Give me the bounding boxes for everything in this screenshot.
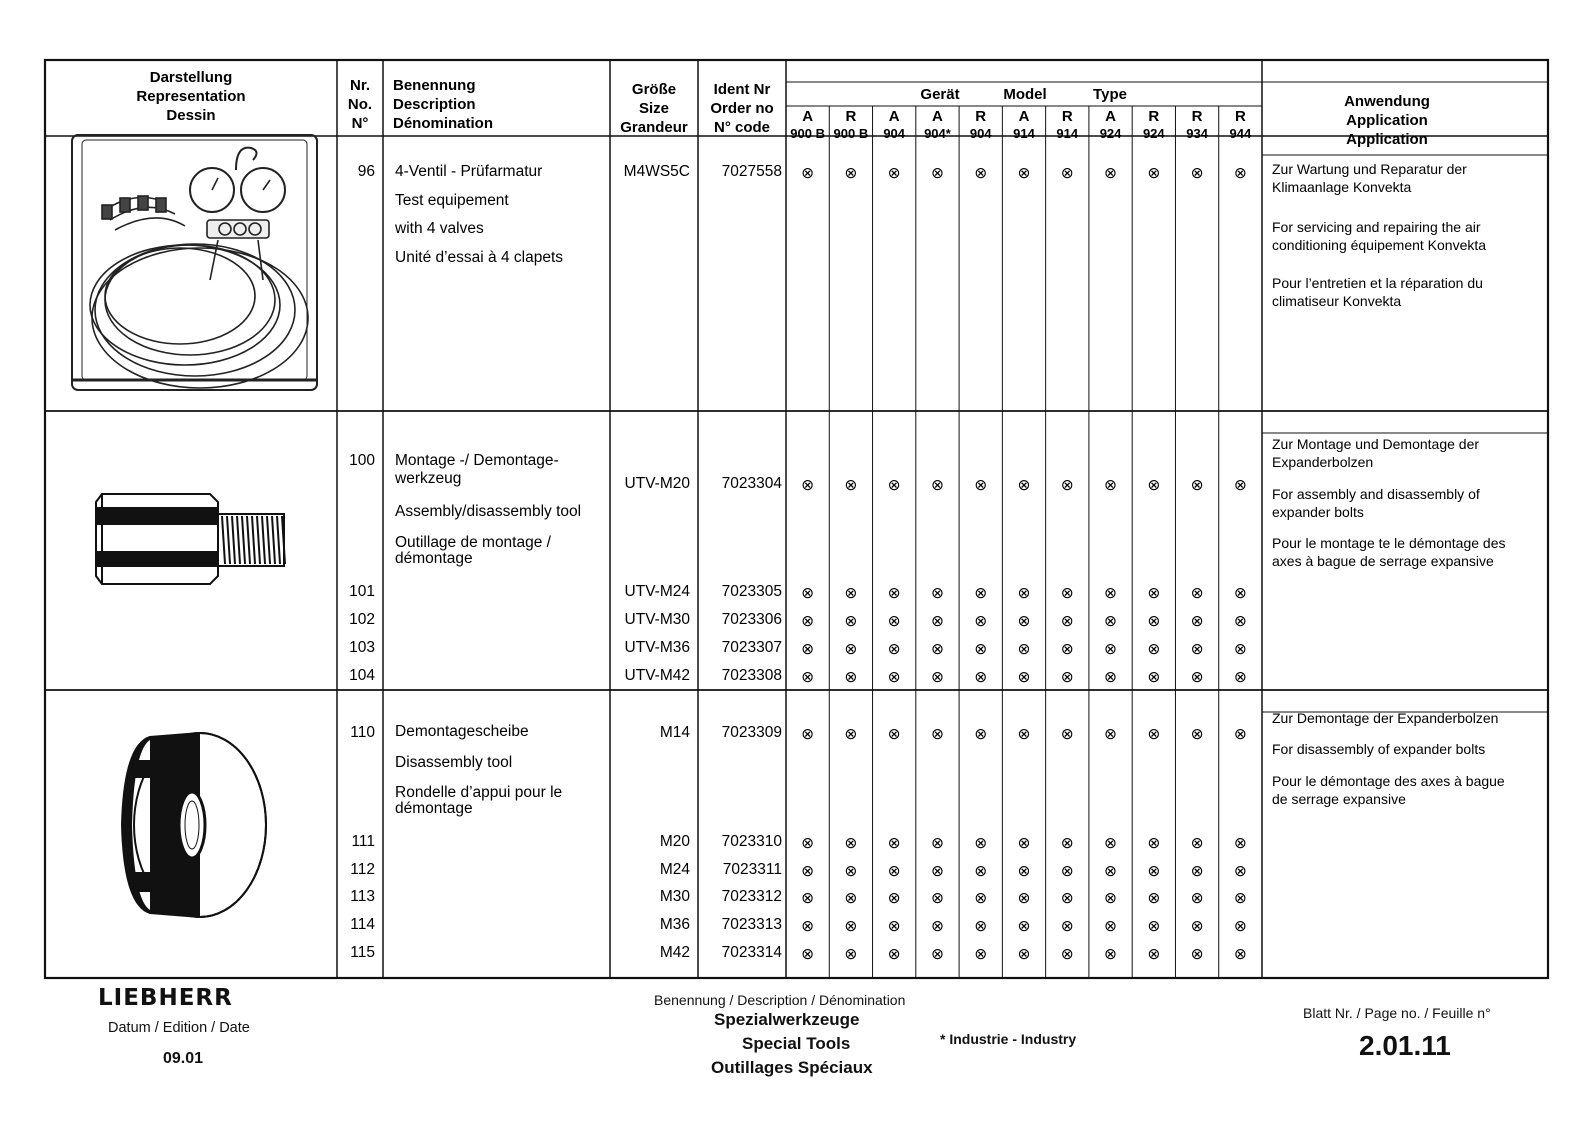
item-application: For disassembly of expander bolts [1272, 741, 1486, 757]
item-application: Pour le démontage des axes à bague [1272, 773, 1505, 789]
item-size: M24 [659, 861, 690, 878]
applicability-mark: ⊗ [930, 918, 944, 935]
applicability-mark: ⊗ [844, 613, 858, 630]
applicability-mark: ⊗ [930, 165, 944, 182]
applicability-mark: ⊗ [844, 641, 858, 658]
applicability-mark: ⊗ [930, 641, 944, 658]
item-size: M36 [659, 916, 690, 933]
header-model-letter: R [845, 108, 857, 125]
applicability-mark: ⊗ [974, 585, 988, 602]
applicability-mark: ⊗ [1104, 669, 1118, 686]
applicability-mark: ⊗ [1104, 946, 1118, 963]
item-ident: 7023308 [721, 667, 782, 684]
applicability-mark: ⊗ [1104, 918, 1118, 935]
header-description: Dénomination [393, 115, 493, 132]
item-number: 115 [350, 944, 375, 961]
applicability-mark: ⊗ [974, 165, 988, 182]
applicability-mark: ⊗ [1190, 946, 1204, 963]
applicability-mark: ⊗ [1017, 669, 1031, 686]
item-number: 113 [350, 888, 375, 905]
header-number: No. [347, 96, 373, 113]
header-device: Type [1093, 86, 1127, 103]
applicability-mark: ⊗ [1060, 863, 1074, 880]
applicability-mark: ⊗ [1017, 613, 1031, 630]
expander-bolt-tool-illustration [96, 494, 285, 584]
header-size: Größe [631, 81, 677, 98]
document-title-fr: Outillages Spéciaux [711, 1058, 873, 1077]
date-label: Datum / Edition / Date [108, 1020, 250, 1036]
applicability-mark: ⊗ [974, 669, 988, 686]
header-description: Description [393, 96, 476, 113]
applicability-mark: ⊗ [801, 165, 815, 182]
item-number: 101 [349, 583, 375, 600]
applicability-mark: ⊗ [1233, 585, 1247, 602]
item-application: Expanderbolzen [1272, 454, 1374, 470]
applicability-mark: ⊗ [1060, 165, 1074, 182]
applicability-mark: ⊗ [1233, 477, 1247, 494]
page-number: 2.01.11 [1359, 1030, 1451, 1061]
applicability-mark: ⊗ [1233, 613, 1247, 630]
item-ident: 7023310 [721, 833, 782, 850]
item-ident: 7027558 [721, 163, 782, 180]
item-size: UTV-M36 [624, 639, 690, 656]
applicability-mark: ⊗ [1190, 863, 1204, 880]
applicability-mark: ⊗ [1017, 641, 1031, 658]
applicability-mark: ⊗ [930, 613, 944, 630]
applicability-mark: ⊗ [1017, 835, 1031, 852]
applicability-mark: ⊗ [887, 669, 901, 686]
item-description: Unité d’essai à 4 clapets [395, 249, 564, 266]
applicability-mark: ⊗ [974, 918, 988, 935]
applicability-mark: ⊗ [1060, 641, 1074, 658]
applicability-mark: ⊗ [801, 641, 815, 658]
applicability-mark: ⊗ [1104, 477, 1118, 494]
applicability-mark: ⊗ [801, 946, 815, 963]
applicability-mark: ⊗ [1060, 946, 1074, 963]
applicability-mark: ⊗ [1233, 918, 1247, 935]
header-model-code: 914 [1056, 126, 1079, 141]
applicability-mark: ⊗ [887, 726, 901, 743]
applicability-mark: ⊗ [1104, 613, 1118, 630]
applicability-mark: ⊗ [1190, 835, 1204, 852]
applicability-mark: ⊗ [1017, 863, 1031, 880]
header-model-code: 944 [1229, 126, 1252, 141]
applicability-mark: ⊗ [1017, 918, 1031, 935]
header-size: Grandeur [620, 119, 688, 136]
applicability-mark: ⊗ [1190, 477, 1204, 494]
applicability-mark: ⊗ [1060, 669, 1074, 686]
item-size: M42 [659, 944, 690, 961]
header-model-code: 924 [1142, 126, 1165, 141]
applicability-mark: ⊗ [974, 641, 988, 658]
applicability-mark: ⊗ [1104, 726, 1118, 743]
header-model-letter: A [888, 108, 900, 125]
applicability-mark: ⊗ [887, 477, 901, 494]
applicability-mark: ⊗ [974, 863, 988, 880]
header-model-code: 904 [883, 126, 906, 141]
applicability-mark: ⊗ [1060, 477, 1074, 494]
item-size: M4WS5C [623, 163, 690, 180]
applicability-mark: ⊗ [801, 477, 815, 494]
applicability-mark: ⊗ [801, 863, 815, 880]
applicability-mark: ⊗ [1147, 946, 1161, 963]
disassembly-disc-illustration [122, 733, 266, 917]
header-size: Size [638, 100, 670, 117]
applicability-mark: ⊗ [844, 946, 858, 963]
item-number: 110 [350, 724, 375, 741]
applicability-mark: ⊗ [1104, 641, 1118, 658]
applicability-mark: ⊗ [974, 477, 988, 494]
header-model-letter: R [975, 108, 987, 125]
applicability-mark: ⊗ [930, 669, 944, 686]
applicability-mark: ⊗ [930, 726, 944, 743]
item-ident: 7023306 [721, 611, 782, 628]
applicability-mark: ⊗ [1060, 890, 1074, 907]
applicability-mark: ⊗ [844, 585, 858, 602]
table-body [349, 161, 1505, 963]
applicability-mark: ⊗ [1233, 835, 1247, 852]
applicability-mark: ⊗ [801, 835, 815, 852]
applicability-mark: ⊗ [974, 726, 988, 743]
item-ident: 7023314 [721, 944, 782, 961]
industry-footnote: * Industrie - Industry [940, 1031, 1077, 1047]
applicability-mark: ⊗ [1060, 918, 1074, 935]
applicability-mark: ⊗ [1233, 669, 1247, 686]
header-description: Benennung [393, 77, 476, 94]
applicability-mark: ⊗ [844, 863, 858, 880]
applicability-mark: ⊗ [930, 477, 944, 494]
item-description: Assembly/disassembly tool [395, 503, 582, 520]
item-size: M14 [659, 724, 690, 741]
header-representation: Darstellung [149, 69, 233, 86]
applicability-mark: ⊗ [1190, 585, 1204, 602]
item-application: conditioning équipement Konvekta [1272, 237, 1487, 253]
header-model-code: 900 B [833, 126, 869, 141]
applicability-mark: ⊗ [1147, 726, 1161, 743]
applicability-mark: ⊗ [930, 835, 944, 852]
item-description: Disassembly tool [395, 754, 513, 771]
applicability-mark: ⊗ [1017, 165, 1031, 182]
item-size: UTV-M30 [624, 611, 690, 628]
header-number: N° [351, 115, 369, 132]
item-application: For servicing and repairing the air [1272, 219, 1481, 235]
header-model-letter: A [1105, 108, 1116, 125]
item-number: 104 [349, 667, 375, 684]
item-description: démontage [395, 550, 473, 567]
item-description: Test equipement [395, 192, 509, 209]
header-representation: Representation [136, 88, 246, 105]
item-number: 112 [350, 861, 375, 878]
applicability-mark: ⊗ [1233, 641, 1247, 658]
item-ident: 7023311 [722, 861, 782, 878]
applicability-mark: ⊗ [974, 613, 988, 630]
item-application: Klimaanlage Konvekta [1272, 179, 1412, 195]
applicability-mark: ⊗ [801, 613, 815, 630]
item-size: UTV-M42 [624, 667, 690, 684]
applicability-mark: ⊗ [1147, 585, 1161, 602]
item-application: Zur Wartung und Reparatur der [1272, 161, 1467, 177]
item-application: axes à bague de serrage expansive [1272, 553, 1494, 569]
applicability-mark: ⊗ [844, 835, 858, 852]
applicability-mark: ⊗ [974, 946, 988, 963]
applicability-mark: ⊗ [1147, 613, 1161, 630]
applicability-mark: ⊗ [844, 165, 858, 182]
item-description: with 4 valves [395, 220, 484, 237]
applicability-mark: ⊗ [844, 477, 858, 494]
item-ident: 7023312 [721, 888, 782, 905]
header-model-code: 904* [924, 126, 951, 141]
header-model-letter: R [1234, 108, 1246, 125]
document-title-de: Spezialwerkzeuge [714, 1010, 860, 1029]
item-ident: 7023307 [721, 639, 782, 656]
applicability-mark: ⊗ [1233, 165, 1247, 182]
applicability-mark: ⊗ [1147, 477, 1161, 494]
applicability-mark: ⊗ [1104, 835, 1118, 852]
applicability-mark: ⊗ [1190, 641, 1204, 658]
item-number: 100 [349, 452, 375, 469]
applicability-mark: ⊗ [930, 585, 944, 602]
item-size: M20 [659, 833, 690, 850]
item-size: M30 [659, 888, 690, 905]
applicability-mark: ⊗ [1233, 863, 1247, 880]
item-description: démontage [395, 800, 473, 817]
header-model-code: 900 B [790, 126, 825, 141]
applicability-mark: ⊗ [887, 863, 901, 880]
item-description: Outillage de montage / [395, 534, 551, 551]
item-application: Pour l’entretien et la réparation du [1272, 275, 1483, 291]
applicability-mark: ⊗ [1017, 946, 1031, 963]
liebherr-logo: LIEBHERR [98, 985, 233, 1011]
applicability-mark: ⊗ [1190, 890, 1204, 907]
applicability-mark: ⊗ [1147, 890, 1161, 907]
applicability-mark: ⊗ [1104, 165, 1118, 182]
item-description: werkzeug [395, 470, 462, 487]
applicability-mark: ⊗ [1233, 890, 1247, 907]
item-size: UTV-M24 [624, 583, 690, 600]
applicability-mark: ⊗ [1017, 890, 1031, 907]
test-equipment-case-illustration [72, 135, 317, 390]
header-ident: Ident Nr [713, 81, 771, 98]
header-model-letter: R [1061, 108, 1073, 125]
item-application: expander bolts [1272, 504, 1364, 520]
header-model-letter: R [1191, 108, 1203, 125]
page-number-label: Blatt Nr. / Page no. / Feuille n° [1303, 1005, 1491, 1021]
header-ident: N° code [713, 119, 771, 136]
date-value: 09.01 [163, 1050, 204, 1067]
applicability-mark: ⊗ [1060, 835, 1074, 852]
applicability-mark: ⊗ [801, 890, 815, 907]
applicability-mark: ⊗ [1233, 946, 1247, 963]
applicability-mark: ⊗ [887, 835, 901, 852]
header-representation: Dessin [166, 107, 216, 124]
document-title-en: Special Tools [742, 1034, 851, 1053]
applicability-mark: ⊗ [1104, 863, 1118, 880]
applicability-mark: ⊗ [844, 726, 858, 743]
header-model-code: 904 [969, 126, 992, 141]
header-device: Model [1003, 86, 1047, 103]
applicability-mark: ⊗ [1233, 726, 1247, 743]
applicability-mark: ⊗ [1060, 726, 1074, 743]
header-device: Gerät [920, 86, 960, 103]
applicability-mark: ⊗ [974, 890, 988, 907]
applicability-mark: ⊗ [801, 669, 815, 686]
applicability-mark: ⊗ [887, 641, 901, 658]
item-description: Rondelle d’appui pour le [395, 784, 563, 801]
applicability-mark: ⊗ [1190, 726, 1204, 743]
applicability-mark: ⊗ [1147, 669, 1161, 686]
item-application: de serrage expansive [1272, 791, 1406, 807]
header-model-code: 924 [1099, 126, 1122, 141]
header-model-letter: A [932, 108, 943, 125]
header-number: Nr. [349, 77, 371, 94]
applicability-mark: ⊗ [1104, 890, 1118, 907]
applicability-mark: ⊗ [930, 946, 944, 963]
applicability-mark: ⊗ [1147, 863, 1161, 880]
item-description: Demontagescheibe [395, 723, 529, 740]
applicability-mark: ⊗ [887, 165, 901, 182]
header-application: Anwendung [1344, 93, 1430, 110]
header-application: Application [1346, 112, 1428, 129]
applicability-mark: ⊗ [930, 863, 944, 880]
header-model-letter: R [1148, 108, 1160, 125]
applicability-mark: ⊗ [1147, 165, 1161, 182]
item-application: Pour le montage te le démontage des [1272, 535, 1506, 551]
applicability-mark: ⊗ [1190, 669, 1204, 686]
item-number: 96 [357, 163, 375, 180]
applicability-mark: ⊗ [887, 918, 901, 935]
applicability-mark: ⊗ [844, 918, 858, 935]
applicability-mark: ⊗ [1147, 641, 1161, 658]
applicability-mark: ⊗ [1017, 477, 1031, 494]
applicability-mark: ⊗ [974, 835, 988, 852]
header-model-code: 934 [1186, 126, 1208, 141]
item-description: Montage -/ Demontage- [395, 452, 559, 469]
applicability-mark: ⊗ [887, 613, 901, 630]
item-size: UTV-M20 [624, 475, 690, 492]
item-number: 102 [349, 611, 375, 628]
applicability-mark: ⊗ [1190, 918, 1204, 935]
item-ident: 7023309 [721, 724, 782, 741]
item-application: Zur Montage und Demontage der [1272, 436, 1480, 452]
header-ident: Order no [710, 100, 774, 117]
applicability-mark: ⊗ [844, 890, 858, 907]
applicability-mark: ⊗ [930, 890, 944, 907]
applicability-mark: ⊗ [1017, 726, 1031, 743]
item-application: Zur Demontage der Expanderbolzen [1272, 710, 1499, 726]
header-application: Application [1346, 131, 1428, 148]
item-ident: 7023304 [721, 475, 782, 492]
applicability-mark: ⊗ [1190, 165, 1204, 182]
applicability-mark: ⊗ [801, 918, 815, 935]
item-number: 103 [349, 639, 375, 656]
header-model-code: 914 [1013, 126, 1035, 141]
applicability-mark: ⊗ [844, 669, 858, 686]
applicability-mark: ⊗ [887, 585, 901, 602]
item-description: 4-Ventil - Prüfarmatur [395, 163, 543, 180]
denomination-label: Benennung / Description / Dénomination [654, 992, 906, 1008]
applicability-mark: ⊗ [801, 726, 815, 743]
applicability-mark: ⊗ [1190, 613, 1204, 630]
applicability-mark: ⊗ [1060, 613, 1074, 630]
item-application: climatiseur Konvekta [1272, 293, 1402, 309]
applicability-mark: ⊗ [887, 890, 901, 907]
item-application: For assembly and disassembly of [1272, 486, 1480, 502]
item-ident: 7023313 [721, 916, 782, 933]
header-model-letter: A [1018, 108, 1030, 125]
applicability-mark: ⊗ [1104, 585, 1118, 602]
applicability-mark: ⊗ [1147, 918, 1161, 935]
item-number: 111 [351, 833, 375, 850]
applicability-mark: ⊗ [1060, 585, 1074, 602]
applicability-mark: ⊗ [887, 946, 901, 963]
applicability-mark: ⊗ [801, 585, 815, 602]
applicability-mark: ⊗ [1147, 835, 1161, 852]
applicability-mark: ⊗ [1017, 585, 1031, 602]
item-ident: 7023305 [721, 583, 782, 600]
item-number: 114 [350, 916, 375, 933]
header-model-letter: A [802, 108, 814, 125]
